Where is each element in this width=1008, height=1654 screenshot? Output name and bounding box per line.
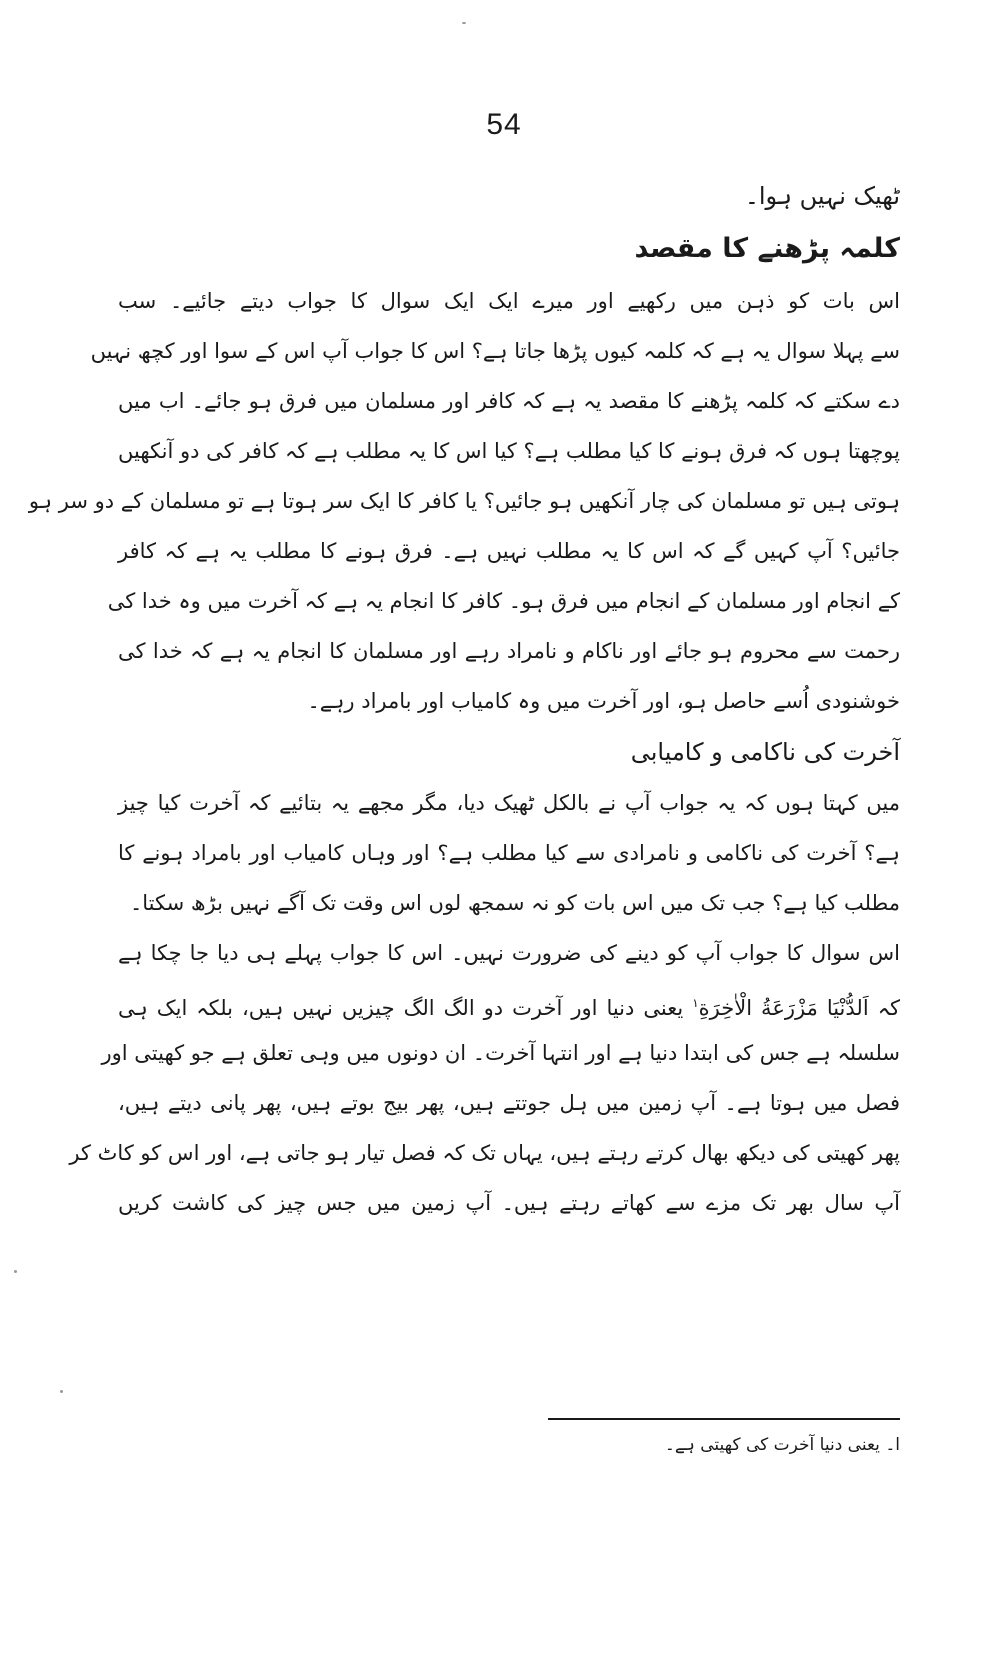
paragraph-line: سے پہلا سوال یہ ہے کہ کلمہ کیوں پڑھا جاتا ہے؟ اس کا جواب آپ اس کے سوا اور کچھ نہیں [90, 339, 900, 363]
footnote-marker: ا۔ [885, 1435, 900, 1455]
paragraph-line: سلسلہ ہے جس کی ابتدا دنیا ہے اور انتہا آخرت۔ ان دونوں میں وہی تعلق ہے جو کھیتی اور [101, 1041, 900, 1065]
paragraph-akhirat-question [118, 778, 900, 928]
paragraph-line: دے سکتے کہ کلمہ پڑھنے کا مقصد یہ ہے کہ کافر اور مسلمان میں فرق ہو جائے۔ اب میں [118, 389, 900, 413]
footnote [548, 1430, 900, 1460]
paragraph-line: ہے؟ آخرت کی ناکامی و نامرادی سے کیا مطلب ہے؟ اور وہاں کامیاب اور بامراد ہونے کا [118, 841, 900, 865]
paragraph-line: پوچھتا ہوں کہ فرق ہونے کا کیا مطلب ہے؟ کیا اس کا یہ مطلب ہے کہ کافر کی دو آنکھیں [118, 439, 900, 463]
paragraph-line: پھر کھیتی کی دیکھ بھال کرتے رہتے ہیں، یہاں تک کہ فصل تیار ہو جاتی ہے، اور اس کو کاٹ کر [69, 1141, 900, 1165]
footnote-text: یعنی دنیا آخرت کی کھیتی ہے۔ [664, 1435, 880, 1455]
arabic-quote: اَلدُّنْيَا مَزْرَعَةُ الْاٰخِرَةِ [698, 996, 869, 1020]
paragraph-line: فصل میں ہوتا ہے۔ آپ زمین میں ہل جوتتے ہیں، پھر بیج بوتے ہیں، پھر پانی دیتے ہیں، [118, 1091, 900, 1115]
page-body [28, 170, 900, 1228]
paragraph-line: میں کہتا ہوں کہ یہ جواب آپ نے بالکل ٹھیک دیا، مگر مجھے یہ بتائیے کہ آخرت کیا چیز [118, 791, 900, 815]
paragraph-line: اس بات کو ذہن میں رکھیے اور میرے ایک ایک سوال کا جواب دیتے جائیے۔ سب [118, 289, 900, 313]
paragraph-line: اس سوال کا جواب آپ کو دینے کی ضرورت نہیں۔ اس کا جواب پہلے ہی دیا جا چکا ہے [118, 941, 900, 965]
paragraph-word: کہ [877, 996, 900, 1020]
section-heading-akhirat: آخرت کی ناکامی و کامیابی [630, 738, 900, 766]
paragraph-text: یعنی دنیا اور آخرت دو الگ الگ چیزیں نہیں ہیں، بلکہ ایک ہی [118, 996, 684, 1020]
paragraph-line-with-arabic [118, 978, 900, 1028]
paragraph-line: کے انجام اور مسلمان کے انجام میں فرق ہو۔ کافر کا انجام یہ ہے کہ آخرت میں وہ خدا کی [107, 589, 900, 613]
paragraph-line: خوشنودی اُسے حاصل ہو، اور آخرت میں وہ کامیاب اور بامراد رہے۔ [307, 689, 900, 713]
paragraph-kalima-purpose [28, 276, 900, 726]
paragraph-line: رحمت سے محروم ہو جائے اور ناکام و نامراد رہے اور مسلمان کا انجام یہ ہے کہ خدا کی [118, 639, 900, 663]
footnote-reference[interactable]: ۱ [692, 996, 699, 1010]
paragraph-line: آپ سال بھر تک مزے سے کھاتے رہتے ہیں۔ آپ زمین میں جس چیز کی کاشت کریں [118, 1191, 900, 1215]
section-heading-kalima-purpose: کلمہ پڑھنے کا مقصد [634, 233, 900, 264]
paragraph-line: جائیں؟ آپ کہیں گے کہ اس کا یہ مطلب نہیں ہے۔ فرق ہونے کا مطلب یہ ہے کہ کافر [118, 539, 900, 563]
paragraph-akhirat-answer [69, 928, 900, 1228]
paragraph-line: ہوتی ہیں تو مسلمان کی چار آنکھیں ہو جائیں؟ یا کافر کا ایک سر ہوتا ہے تو مسلمان کے دو سر ہو [28, 489, 900, 513]
scan-speck [462, 22, 466, 24]
scan-speck [14, 1270, 17, 1273]
scan-speck [60, 1390, 63, 1393]
intro-line: ٹھیک نہیں ہوا۔ [744, 182, 900, 210]
footnote-divider [548, 1418, 900, 1420]
paragraph-line: مطلب کیا ہے؟ جب تک میں اس بات کو نہ سمجھ لوں اس وقت تک آگے نہیں بڑھ سکتا۔ [129, 891, 900, 915]
page-number: 54 [486, 108, 522, 141]
